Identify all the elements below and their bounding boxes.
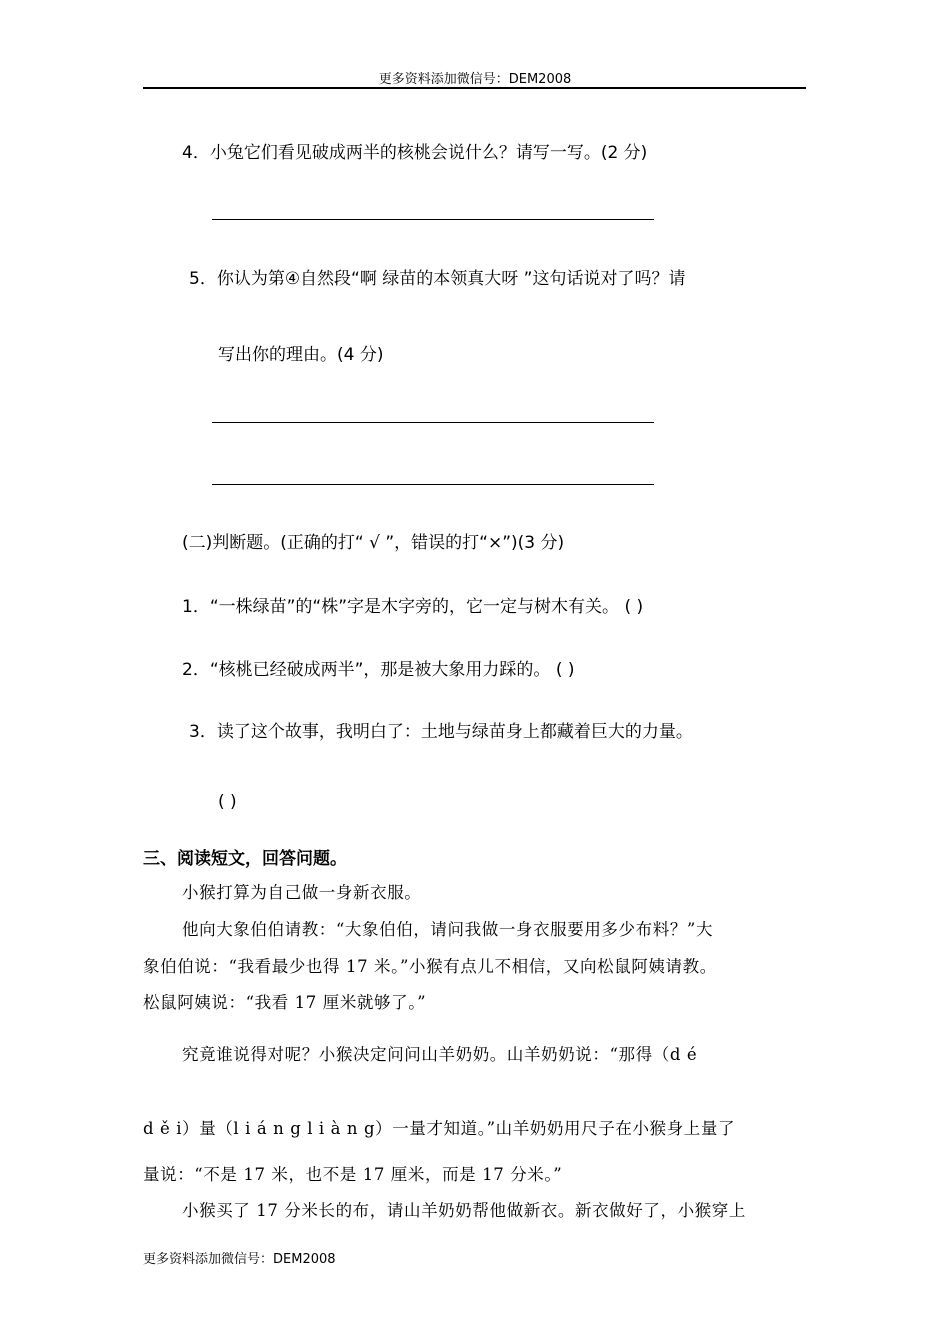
question-4: 4．小兔它们看见破成两半的核桃会说什么？请写一写。(2 分) (182, 143, 648, 163)
section-3-title: 三、阅读短文，回答问题。 (143, 849, 347, 869)
answer-line-4 (212, 219, 654, 220)
judgment-item-1: 1．“一株绿苗”的“株”字是木字旁的，它一定与树木有关。 ( ) (182, 597, 644, 617)
passage-line: 他向大象伯伯请教：“大象伯伯，请问我做一身衣服要用多少布料？”大 (182, 920, 714, 939)
question-5-line-2: 写出你的理由。(4 分) (218, 345, 384, 365)
judgment-title: (二)判断题。(正确的打“ √ ”，错误的打“×”)(3 分) (182, 533, 565, 553)
passage-line: 松鼠阿姨说：“我看 17 厘米就够了。” (143, 993, 427, 1012)
judgment-item-2: 2．“核桃已经破成两半”，那是被大象用力踩的。 ( ) (182, 660, 575, 680)
page-header: 更多资料添加微信号：DEM2008 (378, 72, 572, 87)
judgment-item-3: 3．读了这个故事，我明白了：土地与绿苗身上都藏着巨大的力量。 (189, 722, 693, 742)
answer-line-5b (212, 484, 654, 485)
page-footer: 更多资料添加微信号：DEM2008 (143, 1252, 336, 1267)
passage-line: 小猴打算为自己做一身新衣服。 (182, 883, 422, 902)
judgment-item-3-paren: ( ) (218, 792, 237, 812)
passage-line: 象伯伯说：“我看最少也得 17 米。”小猴有点儿不相信，又向松鼠阿姨请教。 (143, 957, 717, 976)
passage-line: d ě i）量（l i á n g l i à n g）一量才知道。”山羊奶奶用尺子在小猴身上量了 (143, 1119, 736, 1138)
answer-line-5a (212, 422, 654, 423)
question-5-line-1: 5．你认为第④自然段“啊 绿苗的本领真大呀 ”这句话说对了吗？请 (189, 269, 686, 289)
passage-line: 量说：“不是 17 米，也不是 17 厘米，而是 17 分米。” (143, 1165, 563, 1184)
header-rule (143, 87, 806, 89)
passage-line: 小猴买了 17 分米长的布，请山羊奶奶帮他做新衣。新衣做好了，小猴穿上 (182, 1201, 746, 1220)
passage-line: 究竟谁说得对呢？小猴决定问问山羊奶奶。山羊奶奶说：“那得（d é (182, 1045, 698, 1064)
